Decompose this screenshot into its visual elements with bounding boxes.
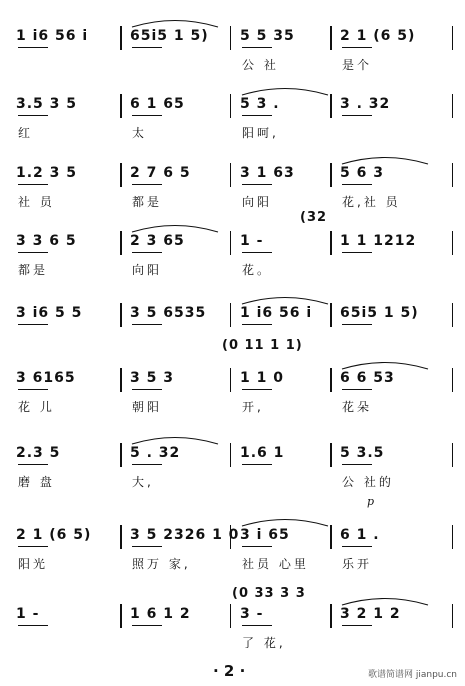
- dynamic-mark: p: [367, 495, 375, 508]
- beam-line: [342, 115, 372, 116]
- bar-line: [330, 604, 332, 628]
- lyric-text: 朝阳: [132, 400, 163, 414]
- bar-line: [120, 26, 122, 50]
- measure-notes: 1 -: [240, 233, 264, 249]
- beam-line: [242, 389, 272, 390]
- lyric-text: 公 社: [242, 58, 279, 72]
- lyric-text: 磨 盘: [18, 475, 55, 489]
- beam-line: [132, 252, 162, 253]
- measure-notes: 1 -: [16, 606, 40, 622]
- bar-line: [230, 26, 231, 50]
- beam-line: [132, 546, 162, 547]
- bar-line: [330, 368, 332, 392]
- beam-line: [132, 625, 162, 626]
- bar-line: [120, 443, 122, 467]
- beam-line: [342, 47, 372, 48]
- beam-line: [242, 546, 272, 547]
- page-number: · 2 ·: [213, 662, 246, 680]
- measure-notes: 65i5 1 5): [340, 305, 419, 321]
- bar-line: [330, 525, 332, 549]
- measure-notes: 65i5 1 5): [130, 28, 209, 44]
- measure-notes: 3 . 32: [340, 96, 391, 112]
- pickup-row9: (0 33 3 3: [232, 586, 306, 601]
- lyric-text: 花朵: [342, 400, 373, 414]
- beam-line: [18, 115, 48, 116]
- bar-line: [230, 231, 231, 255]
- lyric-text: 社员 心里: [242, 557, 309, 571]
- measure-notes: 5 6 3: [340, 165, 384, 181]
- beam-line: [242, 47, 272, 48]
- beam-line: [18, 389, 48, 390]
- lyric-text: 乐开: [342, 557, 373, 571]
- lyric-text: 是个: [342, 58, 373, 72]
- bar-line: [452, 443, 453, 467]
- lyric-text: 花,社 员: [342, 195, 401, 209]
- bar-line: [330, 303, 332, 327]
- slur-arc: [340, 358, 430, 370]
- slur-arc: [340, 153, 430, 165]
- measure-notes: 1.6 1: [240, 445, 285, 461]
- measure-notes: 2 1 (6 5): [16, 527, 92, 543]
- measure-notes: 2.3 5: [16, 445, 61, 461]
- measure-notes: 1.2 3 5: [16, 165, 78, 181]
- bar-line: [120, 604, 122, 628]
- beam-line: [132, 389, 162, 390]
- lyric-text: 照万 家,: [132, 557, 191, 571]
- lyric-text: 花。: [242, 263, 273, 277]
- notes-line: [12, 606, 458, 650]
- measure-notes: 6 1 65: [130, 96, 185, 112]
- beam-line: [18, 324, 48, 325]
- beam-line: [342, 389, 372, 390]
- measure-notes: 3.5 3 5: [16, 96, 78, 112]
- notes-line: [12, 28, 458, 72]
- watermark: 歌谱简谱网 jianpu.cn: [367, 670, 457, 680]
- measure-notes: 5 3 .: [240, 96, 280, 112]
- bar-line: [330, 231, 332, 255]
- measure-notes: 1 i6 56 i: [240, 305, 313, 321]
- beam-line: [18, 47, 48, 48]
- beam-line: [132, 184, 162, 185]
- bar-line: [452, 26, 453, 50]
- beam-line: [18, 184, 48, 185]
- measure-notes: 3 1 63: [240, 165, 295, 181]
- measure-notes: 1 i6 56 i: [16, 28, 89, 44]
- measure-notes: 6 1 .: [340, 527, 380, 543]
- bar-line: [330, 26, 332, 50]
- lyric-text: 大,: [132, 475, 154, 489]
- bar-line: [330, 94, 332, 118]
- measure-notes: 3 i 65: [240, 527, 290, 543]
- bar-line: [120, 303, 122, 327]
- lyric-text: 向阳: [242, 195, 273, 209]
- bar-line: [120, 163, 122, 187]
- measure-notes: 5 . 32: [130, 445, 181, 461]
- beam-line: [18, 546, 48, 547]
- notes-line: [12, 165, 458, 209]
- lyric-text: 阳光: [18, 557, 49, 571]
- measure-notes: 1 6 1 2: [130, 606, 191, 622]
- measure-notes: 2 7 6 5: [130, 165, 191, 181]
- bar-line: [120, 525, 122, 549]
- beam-line: [132, 47, 162, 48]
- bar-line: [230, 443, 231, 467]
- lyric-text: 太: [132, 126, 148, 140]
- bar-line: [452, 368, 453, 392]
- bar-line: [230, 163, 231, 187]
- bar-line: [120, 94, 122, 118]
- notes-line: [12, 305, 458, 327]
- slur-arc: [240, 293, 330, 305]
- measure-notes: 5 3.5: [340, 445, 385, 461]
- slur-arc: [240, 515, 330, 527]
- notes-line: [12, 96, 458, 140]
- pickup-row6: (0 11 1 1): [222, 338, 303, 353]
- slur-arc: [240, 84, 330, 96]
- beam-line: [342, 625, 372, 626]
- measure-notes: 3 3 6 5: [16, 233, 77, 249]
- beam-line: [18, 464, 48, 465]
- slur-arc: [130, 433, 220, 445]
- beam-line: [242, 115, 272, 116]
- lyric-text: 都是: [132, 195, 163, 209]
- bar-line: [452, 163, 453, 187]
- beam-line: [342, 324, 372, 325]
- measure-notes: 3 -: [240, 606, 264, 622]
- measure-notes: 3 i6 5 5: [16, 305, 83, 321]
- measure-notes: 3 5 6535: [130, 305, 207, 321]
- measure-notes: 3 5 3: [130, 370, 174, 386]
- slur-arc: [340, 594, 430, 606]
- beam-line: [342, 184, 372, 185]
- notes-line: [12, 445, 458, 489]
- lyric-text: 都是: [18, 263, 49, 277]
- beam-line: [242, 324, 272, 325]
- measure-notes: 2 3 65: [130, 233, 185, 249]
- measure-notes: 1 1 1212: [340, 233, 417, 249]
- beam-line: [342, 464, 372, 465]
- measure-notes: 1 1 0: [240, 370, 284, 386]
- lyric-text: 开,: [242, 400, 264, 414]
- beam-line: [242, 464, 272, 465]
- beam-line: [342, 252, 372, 253]
- beam-line: [342, 546, 372, 547]
- slur-arc: [130, 221, 220, 233]
- lyric-text: 红: [18, 126, 34, 140]
- beam-line: [132, 115, 162, 116]
- measure-notes: 3 6165: [16, 370, 76, 386]
- beam-line: [18, 625, 48, 626]
- bar-line: [230, 604, 231, 628]
- bar-line: [330, 163, 332, 187]
- bar-line: [120, 231, 122, 255]
- lyric-text: 花 儿: [18, 400, 55, 414]
- bar-line: [120, 368, 122, 392]
- measure-notes: 2 1 (6 5): [340, 28, 416, 44]
- lyric-text: 社 员: [18, 195, 55, 209]
- bar-line: [230, 368, 231, 392]
- bar-line: [452, 303, 453, 327]
- beam-line: [132, 464, 162, 465]
- measure-notes: 5 5 35: [240, 28, 295, 44]
- bar-line: [452, 231, 453, 255]
- bar-line: [452, 525, 453, 549]
- notes-line: [12, 527, 458, 571]
- lyric-text: 公 社的: [342, 475, 394, 489]
- beam-line: [242, 625, 272, 626]
- measure-notes: 3 5 2326 1 0: [130, 527, 240, 543]
- beam-line: [132, 324, 162, 325]
- beam-line: [242, 252, 272, 253]
- bar-line: [452, 94, 453, 118]
- bar-line: [230, 303, 231, 327]
- beam-line: [242, 184, 272, 185]
- pickup-row4: (32: [300, 210, 328, 225]
- notes-line: [12, 233, 458, 277]
- beam-line: [18, 252, 48, 253]
- measure-notes: 6 6 53: [340, 370, 395, 386]
- lyric-text: 阳呵,: [242, 126, 279, 140]
- notes-line: [12, 370, 458, 414]
- bar-line: [452, 604, 453, 628]
- bar-line: [230, 94, 231, 118]
- lyric-text: 了 花,: [242, 636, 286, 650]
- slur-arc: [130, 16, 220, 28]
- lyric-text: 向阳: [132, 263, 163, 277]
- bar-line: [330, 443, 332, 467]
- measure-notes: 3 2 1 2: [340, 606, 401, 622]
